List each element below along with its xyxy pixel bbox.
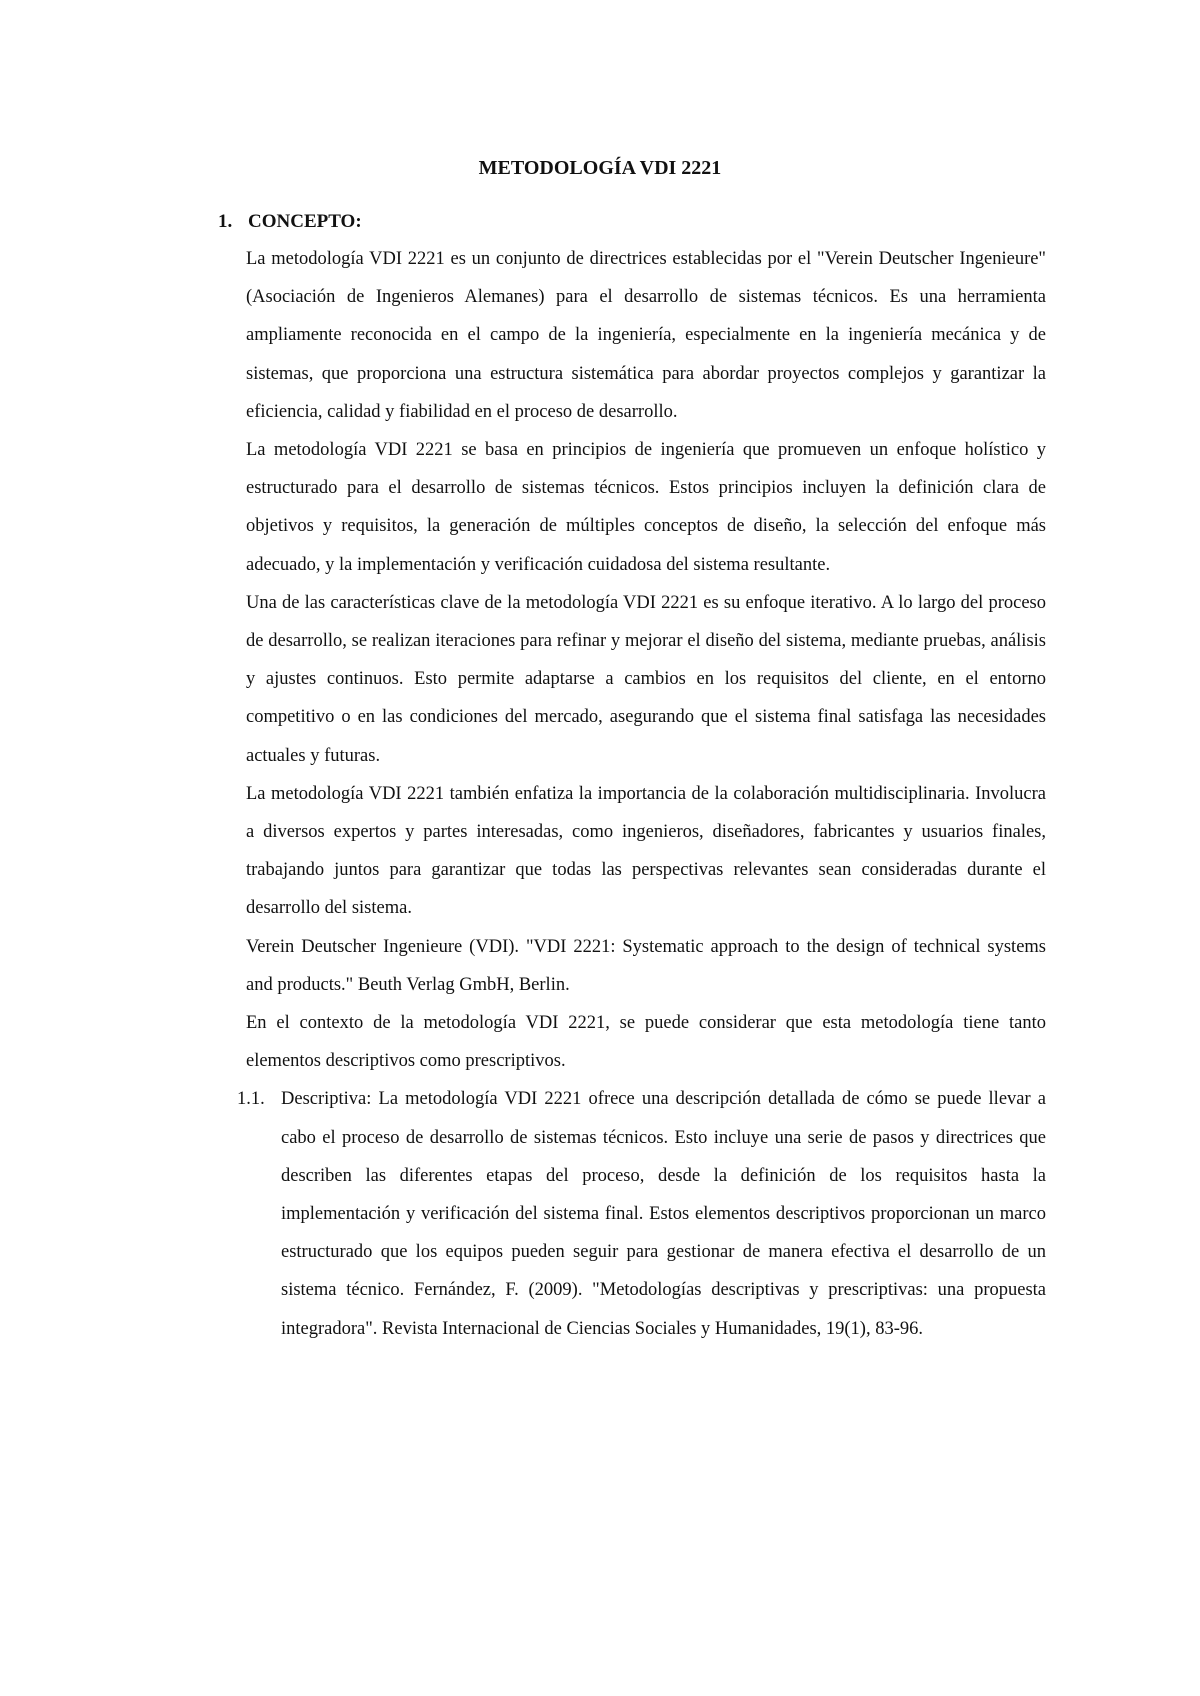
paragraph-collaboration: La metodología VDI 2221 también enfatiza la importancia de la colaboración multidisciplinaria. Involucra a diversos expertos y partes interesadas, como ingenieros, diseñadores, fabricantes y usuarios finales, trabajando juntos para garantizar que todas las perspectivas relevantes sean consideradas durante el desarrollo del sistema. <box>246 783 1046 919</box>
paragraph-iterative: Una de las características clave de la metodología VDI 2221 es su enfoque iterativo. A lo largo del proceso de desarrollo, se realizan iteraciones para refinar y mejorar el diseño del sistema, mediante pruebas, análisis y ajustes continuos. Esto permite adaptarse a cambios en los requisitos del cliente, en el entorno competitivo o en las condiciones del mercado, asegurando que el sistema final satisfaga las necesidades actuales y futuras. <box>246 592 1046 766</box>
paragraph-context: En el contexto de la metodología VDI 2221, se puede considerar que esta metodología tiene tanto elementos descriptivos como prescriptivos. <box>246 1013 1046 1072</box>
subsection-descriptiva <box>237 1080 1046 1347</box>
paragraph-definition: La metodología VDI 2221 es un conjunto de directrices establecidas por el "Verein Deutscher Ingenieure" (Asociación de Ingenieros Alemanes) para el desarrollo de sistemas técnicos. Es una herramienta ampliamente reconocida en el campo de la ingeniería, especialmente en la ingeniería mecánica y de sistemas, que proporciona una estructura sistemática para abordar proyectos complejos y garantizar la eficiencia, calidad y fiabilidad en el proceso de desarrollo. <box>246 249 1046 422</box>
section-heading <box>218 212 362 231</box>
subsection-text: Descriptiva: La metodología VDI 2221 ofrece una descripción detallada de cómo se puede llevar a cabo el proceso de desarrollo de sistemas técnicos. Esto incluye una serie de pasos y directrices que describen las diferentes etapas del proceso, desde la definición de los requisitos hasta la implementación y verificación del sistema final. Estos elementos descriptivos proporcionan un marco estructurado que los equipos pueden seguir para gestionar de manera efectiva el desarrollo de un sistema técnico. Fernández, F. (2009). "Metodologías descriptivas y prescriptivas: una propuesta integradora". Revista Internacional de Ciencias Sociales y Humanidades, 19(1), 83-96. <box>281 1089 1046 1339</box>
section-heading-text: CONCEPTO: <box>248 211 362 232</box>
document-title: METODOLOGÍA VDI 2221 <box>478 157 722 179</box>
paragraph-principles: La metodología VDI 2221 se basa en principios de ingeniería que promueven un enfoque holístico y estructurado para el desarrollo de sistemas técnicos. Estos principios incluyen la definición clara de objetivos y requisitos, la generación de múltiples conceptos de diseño, la selección del enfoque más adecuado, y la implementación y verificación cuidadosa del sistema resultante. <box>246 440 1046 575</box>
subsection-number: 1.1. <box>237 1089 265 1110</box>
section-number: 1. <box>218 211 233 232</box>
section-body <box>237 240 1046 1348</box>
paragraph-reference: Verein Deutscher Ingenieure (VDI). "VDI 2221: Systematic approach to the design of technical systems and products." Beuth Verlag GmbH, Berlin. <box>246 936 1046 995</box>
